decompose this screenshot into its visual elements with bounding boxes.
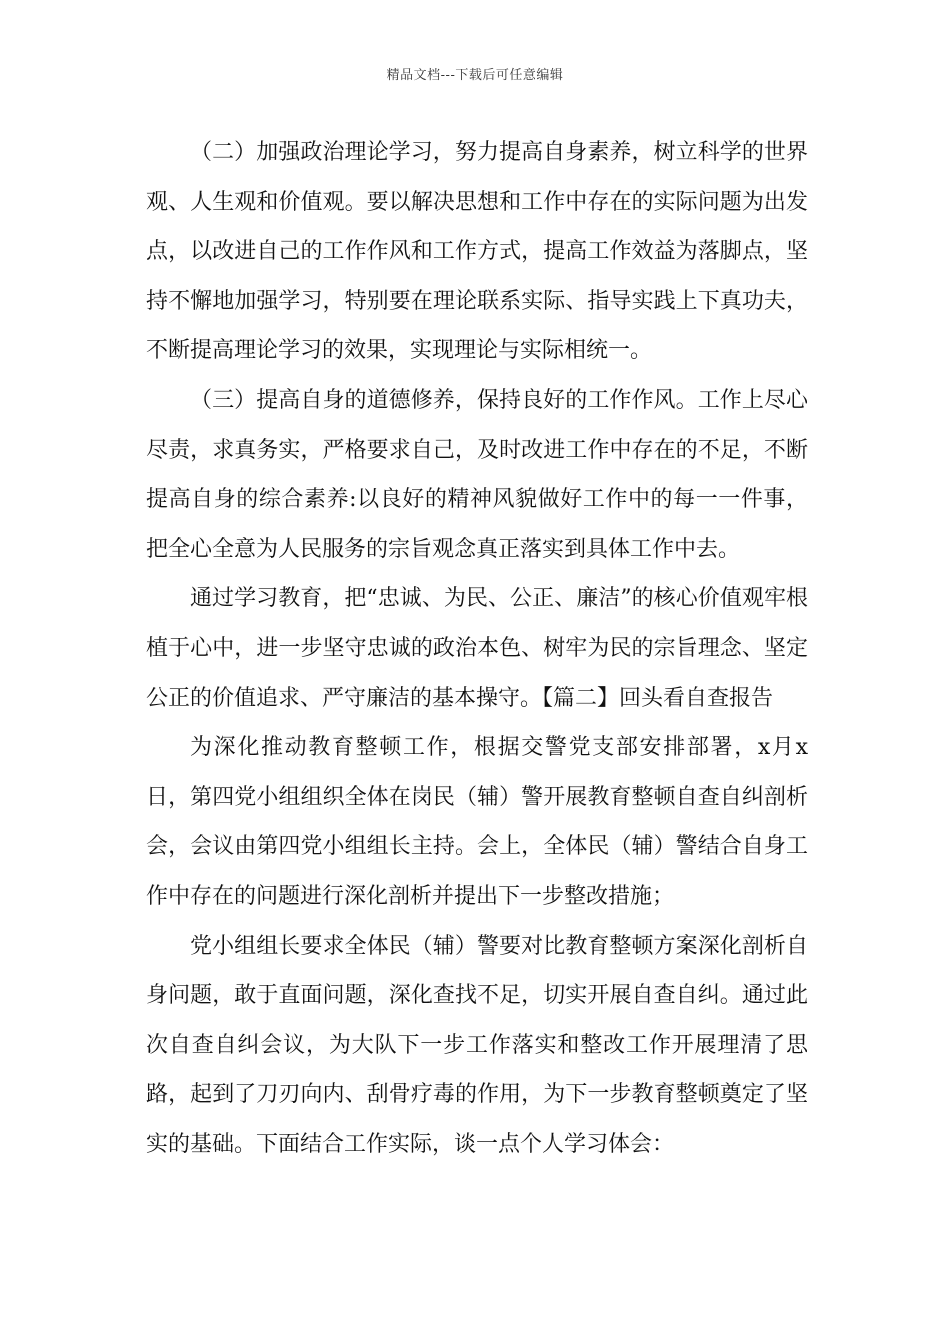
page-header: 精品文档---下载后可任意编辑: [386, 68, 564, 83]
paragraph-4: 为深化推动教育整顿工作，根据交警党支部安排部署，x月x日，第四党小组组织全体在岗民（辅）警开展教育整顿自查自纠剖析会，会议由第四党小组组长主持。会上，全体民（辅）警结合自身工作中存在的问题进行深化剖析并提出下一步整改措施；: [146, 735, 808, 909]
paragraph-3: 通过学习教育，把“忠诚、为民、公正、廉洁”的核心价值观牢根植于心中，进一步坚守忠诚的政治本色、树牢为民的宗旨理念、坚定公正的价值追求、严守廉洁的基本操守。【篇二】回头看自查报告: [146, 586, 808, 711]
paragraph-5: 党小组组长要求全体民（辅）警要对比教育整顿方案深化剖析自身问题，敢于直面问题，深化查找不足，切实开展自查自纠。通过此次自查自纠会议，为大队下一步工作落实和整改工作开展理清了思路，起到了刀刃向内、刮骨疗毒的作用，为下一步教育整顿奠定了坚实的基础。下面结合工作实际，谈一点个人学习体会：: [146, 933, 808, 1157]
paragraph-1: （二）加强政治理论学习，努力提高自身素养，树立科学的世界观、人生观和价值观。要以解决思想和工作中存在的实际问题为出发点，以改进自己的工作作风和工作方式，提高工作效益为落脚点，坚持不懈地加强学习，特别要在理论联系实际、指导实践上下真功夫，不断提高理论学习的效果，实现理论与实际相统一。: [146, 140, 808, 364]
document-body: [146, 128, 808, 1169]
paragraph-2: （三）提高自身的道德修养，保持良好的工作作风。工作上尽心尽责，求真务实，严格要求自己，及时改进工作中存在的不足，不断提高自身的综合素养:以良好的精神风貌做好工作中的每一一件事，把全心全意为人民服务的宗旨观念真正落实到具体工作中去。: [146, 387, 808, 562]
